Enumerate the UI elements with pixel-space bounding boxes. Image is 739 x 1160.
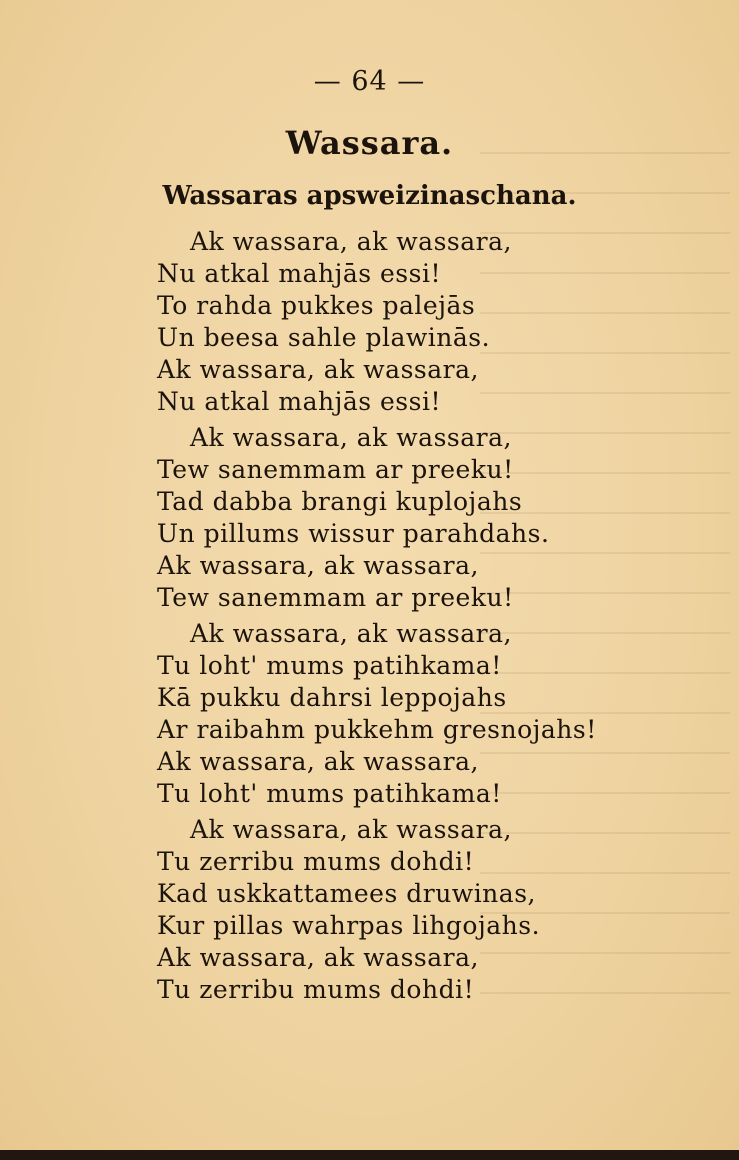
poem-line: Tu zerribu mums dohdi! (157, 847, 475, 876)
poem-line: Un pillums wissur parahdahs. (157, 519, 550, 548)
poem-line: Un beesa sahle plawinās. (157, 323, 491, 352)
poem-line: Nu atkal mahjās essi! (157, 387, 442, 416)
poem-line: Kā pukku dahrsi leppojahs (157, 683, 507, 712)
poem-line: Ak wassara, ak wassara, (190, 619, 512, 648)
poem-line: Ar raibahm pukkehm gresnojahs! (157, 715, 597, 744)
bottom-edge (0, 1150, 739, 1160)
poem-line: Tew sanemmam ar preeku! (157, 455, 514, 484)
page-number: — 64 — (313, 66, 426, 97)
poem-title: Wassara. (285, 124, 454, 162)
poem-line: Tu loht' mums patihkama! (157, 779, 502, 808)
poem-line: Ak wassara, ak wassara, (157, 943, 479, 972)
poem-line: Tew sanemmam ar preeku! (157, 583, 514, 612)
poem-line: Kad uskkattamees druwinas, (157, 879, 536, 908)
poem-line: Tad dabba brangi kuplojahs (157, 487, 523, 516)
poem-line: To rahda pukkes palejās (157, 291, 476, 320)
poem-line: Ak wassara, ak wassara, (190, 815, 512, 844)
poem-line: Ak wassara, ak wassara, (190, 423, 512, 452)
poem-line: Ak wassara, ak wassara, (190, 227, 512, 256)
poem-subtitle: Wassaras apsweizinaschana. (162, 181, 577, 211)
poem-line: Ak wassara, ak wassara, (157, 551, 479, 580)
bleed-through-texture (480, 130, 730, 1000)
poem-line: Ak wassara, ak wassara, (157, 355, 479, 384)
poem-line: Ak wassara, ak wassara, (157, 747, 479, 776)
poem-line: Tu loht' mums patihkama! (157, 651, 502, 680)
poem-line: Tu zerribu mums dohdi! (157, 975, 475, 1004)
poem-line: Kur pillas wahrpas lihgojahs. (157, 911, 541, 940)
poem-line: Nu atkal mahjās essi! (157, 259, 442, 288)
